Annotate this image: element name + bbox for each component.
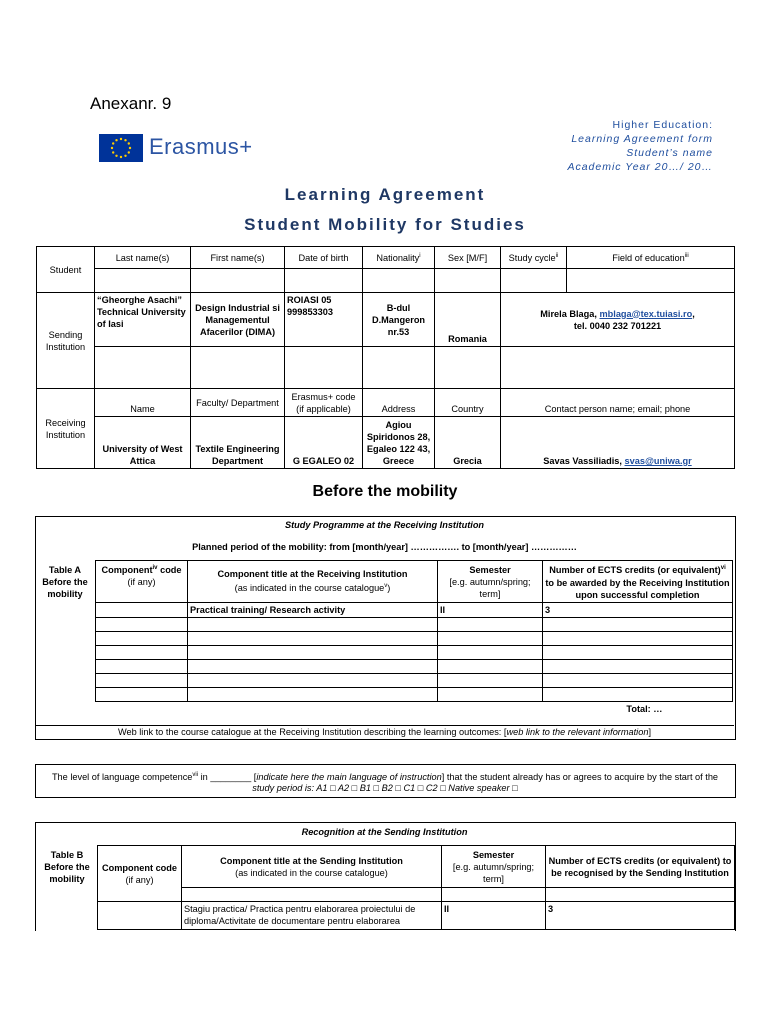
sending-country: Romania	[435, 293, 501, 347]
col-header: Date of birth	[285, 247, 363, 269]
col-header: Number of ECTS credits (or equivalent)$^{vi}$ to be awarded by the Receiving Institution upon successful completion	[543, 561, 733, 603]
empty-cell[interactable]	[438, 618, 543, 632]
header-line: Higher Education:	[612, 119, 713, 131]
col-header: First name(s)	[191, 247, 285, 269]
code-cell[interactable]	[98, 902, 182, 930]
row-label-sending: Sending Institution	[37, 293, 95, 389]
empty-cell[interactable]	[96, 618, 188, 632]
col-header: Semester [e.g. autumn/spring; term]	[438, 561, 543, 603]
nationality-field[interactable]	[363, 269, 435, 293]
empty-cell[interactable]	[188, 618, 438, 632]
sending-code: ROIASI 05 999853303	[285, 293, 363, 347]
weblink-line: Web link to the course catalogue at the Receiving Institution describing the learning outcomes: [web link to the relevant information]	[35, 725, 734, 738]
empty-cell	[191, 347, 285, 389]
header-line: Student’s name	[626, 147, 713, 159]
col-header: Field of education$^{iii}$	[567, 247, 735, 269]
empty-cell	[188, 702, 438, 717]
empty-cell[interactable]	[188, 674, 438, 688]
field-of-education-field[interactable]	[567, 269, 735, 293]
header-info	[567, 118, 713, 174]
col-header: Faculty/ Department	[191, 389, 285, 417]
empty-cell	[435, 347, 501, 389]
empty-cell[interactable]	[543, 674, 733, 688]
table-b-label: Table B Before the mobility	[44, 850, 90, 884]
component-title-cell[interactable]: Stagiu practica/ Practica pentru elaborarea proiectului de diploma/Activitate de documentare pentru elaborarea	[182, 902, 442, 930]
planned-period: Planned period of the mobility: from [month/year] ……………. to [month/year] ……………	[192, 542, 577, 552]
student-table	[36, 246, 735, 469]
ects-cell[interactable]: 3	[546, 902, 735, 930]
sending-contact: Mirela Blaga, mblaga@tex.tuiasi.ro, tel. 0040 232 701221	[501, 293, 735, 347]
birth-date-field[interactable]	[285, 269, 363, 293]
erasmus-logo	[99, 134, 254, 162]
section-title: Before the mobility	[312, 483, 458, 500]
sending-name: “Gheorghe Asachi” Technical University of Iasi	[95, 293, 191, 347]
receiving-email-link[interactable]: svas@uniwa.gr	[624, 456, 692, 466]
empty-cell[interactable]	[96, 688, 188, 702]
last-name-field[interactable]	[95, 269, 191, 293]
empty-cell[interactable]	[188, 632, 438, 646]
empty-cell[interactable]	[96, 632, 188, 646]
empty-cell	[438, 702, 543, 717]
sending-address: B-dul D.Mangeron nr.53	[363, 293, 435, 347]
table-a-label: Table A Before the mobility	[42, 565, 88, 599]
receiving-contact: Savas Vassiliadis, svas@uniwa.gr	[501, 417, 735, 469]
language-line-1: The level of language competence$^{vii}$ in ________ [indicate here the main language of instruction] that the student already has or agrees to acquire by the start of the	[51, 772, 719, 783]
sending-faculty: Design Industrial si Managementul Afacerilor (DIMA)	[191, 293, 285, 347]
code-cell[interactable]	[96, 603, 188, 618]
empty-cell[interactable]	[96, 646, 188, 660]
empty-cell[interactable]	[543, 632, 733, 646]
col-header: Last name(s)	[95, 247, 191, 269]
semester-cell[interactable]: II	[442, 902, 546, 930]
receiving-code: G EGALEO 02	[285, 417, 363, 469]
empty-cell[interactable]	[188, 660, 438, 674]
first-name-field[interactable]	[191, 269, 285, 293]
empty-cell[interactable]	[438, 632, 543, 646]
table-b	[97, 845, 735, 930]
empty-cell	[363, 347, 435, 389]
empty-cell[interactable]	[96, 660, 188, 674]
col-header: Erasmus+ code (if applicable)	[285, 389, 363, 417]
col-header: Name	[95, 389, 191, 417]
empty-cell[interactable]	[188, 688, 438, 702]
col-header: Component$^{iv}$ code (if any)	[96, 561, 188, 603]
eu-flag-icon	[99, 134, 143, 162]
receiving-address: Agiou Spiridonos 28, Egaleo 122 43, Greece	[363, 417, 435, 469]
empty-cell[interactable]	[543, 660, 733, 674]
empty-cell[interactable]	[543, 646, 733, 660]
total-label: Total: …	[626, 704, 663, 714]
annex-label: Anexanr. 9	[90, 94, 172, 113]
table-a	[95, 560, 733, 716]
col-header: Component code (if any)	[98, 846, 182, 902]
empty-cell[interactable]	[438, 688, 543, 702]
col-header: Sex [M/F]	[435, 247, 501, 269]
col-header: Component title at the Sending Institution (as indicated in the course catalogue)	[182, 846, 442, 888]
row-label-student: Student	[37, 247, 95, 293]
empty-cell[interactable]	[188, 646, 438, 660]
col-header: Component title at the Receiving Institution (as indicated in the course catalogue$^v$)	[188, 561, 438, 603]
empty-cell[interactable]	[438, 660, 543, 674]
col-header: Country	[435, 389, 501, 417]
col-header: Study cycle$^{ii}$	[501, 247, 567, 269]
empty-cell[interactable]	[543, 688, 733, 702]
col-header: Nationality$^i$	[363, 247, 435, 269]
empty-cell	[95, 347, 191, 389]
col-header: Address	[363, 389, 435, 417]
empty-cell[interactable]	[182, 888, 442, 902]
doc-subtitle: Student Mobility for Studies	[244, 215, 526, 234]
doc-title: Learning Agreement	[284, 185, 486, 204]
semester-cell[interactable]: II	[438, 603, 543, 618]
empty-cell[interactable]	[442, 888, 546, 902]
empty-cell[interactable]	[543, 618, 733, 632]
col-header: Contact person name; email; phone	[501, 389, 735, 417]
empty-cell[interactable]	[96, 674, 188, 688]
row-label-receiving: Receiving Institution	[37, 389, 95, 469]
empty-cell	[96, 702, 188, 717]
empty-cell[interactable]	[438, 674, 543, 688]
receiving-name: University of West Attica	[95, 417, 191, 469]
header-line: Learning Agreement form	[571, 133, 713, 145]
study-programme-title: Study Programme at the Receiving Institution	[284, 520, 485, 530]
erasmus-brand: Erasmus+	[149, 134, 253, 159]
empty-cell	[501, 347, 735, 389]
recognition-title: Recognition at the Sending Institution	[301, 827, 468, 837]
sex-field[interactable]	[435, 269, 501, 293]
component-title-cell[interactable]: Practical training/ Research activity	[188, 603, 438, 618]
col-header: Semester [e.g. autumn/spring; term]	[442, 846, 546, 888]
header-line: Academic Year 20…/ 20…	[567, 161, 713, 173]
empty-cell[interactable]	[546, 888, 735, 902]
ects-cell[interactable]: 3	[543, 603, 733, 618]
col-header: Number of ECTS credits (or equivalent) to be recognised by the Sending Institution	[546, 846, 735, 888]
language-line-2[interactable]: study period is: A1 □ A2 □ B1 □ B2 □ C1 □ C2 □ Native speaker □	[252, 783, 518, 793]
study-cycle-field[interactable]	[501, 269, 567, 293]
receiving-faculty: Textile Engineering Department	[191, 417, 285, 469]
sending-email-link[interactable]: mblaga@tex.tuiasi.ro	[599, 308, 693, 319]
empty-cell	[285, 347, 363, 389]
receiving-country: Grecia	[435, 417, 501, 469]
empty-cell[interactable]	[438, 646, 543, 660]
